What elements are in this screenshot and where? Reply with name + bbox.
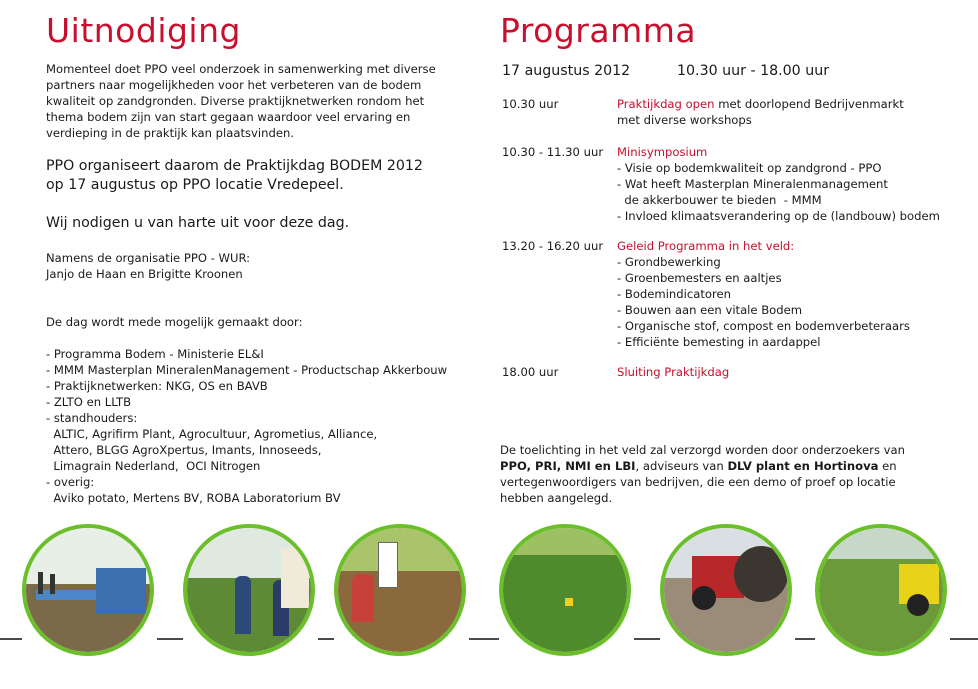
divider-line <box>950 638 978 640</box>
session-title: Praktijkdag open <box>617 97 715 111</box>
session-title: Geleid Programma in het veld: <box>617 239 795 253</box>
intro-line: Momenteel doet PPO veel onderzoek in samenwerking met diverse <box>46 62 436 76</box>
intro-line: verdieping in de praktijk kan plaatsvinden. <box>46 126 294 140</box>
list-item: - Wat heeft Masterplan Mineralenmanagement <box>617 177 888 191</box>
list-item: de akkerbouwer te bieden - MMM <box>617 193 822 207</box>
list-item: - Visie op bodemkwaliteit op zandgrond - PPO <box>617 161 882 175</box>
session-time: 18.00 uur <box>502 365 559 379</box>
footer-org: DLV plant en Hortinova <box>727 459 879 473</box>
session-title: Minisymposium <box>617 145 708 159</box>
list-item: - Groenbemesters en aaltjes <box>617 271 782 285</box>
uitnodiging-heading: Uitnodiging <box>46 11 241 50</box>
list-item: - overig: <box>46 475 95 489</box>
footer-org: PPO, PRI, NMI en LBI <box>500 459 636 473</box>
signature-line: Janjo de Haan en Brigitte Kroonen <box>46 267 243 281</box>
invite-line: Wij nodigen u van harte uit voor deze dag. <box>46 215 350 231</box>
session-text: met diverse workshops <box>617 113 752 127</box>
divider-line <box>469 638 499 640</box>
footer-text: en <box>878 459 897 473</box>
footer-line: hebben aangelegd. <box>500 491 613 505</box>
list-item: ALTIC, Agrifirm Plant, Agrocultuur, Agrometius, Alliance, <box>46 427 378 441</box>
list-item: - Bouwen aan een vitale Bodem <box>617 303 803 317</box>
session-title: Sluiting Praktijkdag <box>617 365 730 379</box>
intro-line: kwaliteit op zandgronden. Diverse praktijknetwerken rondom het <box>46 94 425 108</box>
list-item: - Praktijknetwerken: NKG, OS en BAVB <box>46 379 268 393</box>
tractor-spreader-photo <box>660 524 792 656</box>
sponsors-heading: De dag wordt mede mogelijk gemaakt door: <box>46 315 303 329</box>
intro-line: thema bodem zijn van start gegaan waardoor veel ervaring en <box>46 110 411 124</box>
list-item: - Organische stof, compost en bodemverbeteraars <box>617 319 910 333</box>
footer-text: , adviseurs van <box>635 459 728 473</box>
footer-line <box>500 458 897 474</box>
signature-line: Namens de organisatie PPO - WUR: <box>46 251 251 265</box>
field-machine-photo <box>22 524 154 656</box>
organise-line: op 17 augustus op PPO locatie Vredepeel. <box>46 177 344 193</box>
list-item: - MMM Masterplan MineralenManagement - Productschap Akkerbouw <box>46 363 448 377</box>
list-item: Attero, BLGG AgroXpertus, Imants, Innoseeds, <box>46 443 322 457</box>
organise-line: PPO organiseert daarom de Praktijkdag BODEM 2012 <box>46 158 423 174</box>
session-time: 10.30 uur <box>502 97 559 111</box>
list-item: Limagrain Nederland, OCI Nitrogen <box>46 459 261 473</box>
footer-line: vertegenwoordigers van bedrijven, die een demo of proef op locatie <box>500 475 896 489</box>
list-item: - standhouders: <box>46 411 138 425</box>
list-item: Aviko potato, Mertens BV, ROBA Laboratorium BV <box>46 491 341 505</box>
list-item: - Programma Bodem - Ministerie EL&I <box>46 347 264 361</box>
intro-line: partners naar mogelijkheden voor het verbeteren van de bodem <box>46 78 422 92</box>
session-text: met doorlopend Bedrijvenmarkt <box>714 97 904 111</box>
session-time: 13.20 - 16.20 uur <box>502 239 604 253</box>
divider-line <box>634 638 660 640</box>
list-item: - Grondbewerking <box>617 255 721 269</box>
list-item: - Efficiënte bemesting in aardappel <box>617 335 821 349</box>
divider-line <box>795 638 815 640</box>
list-item: - ZLTO en LLTB <box>46 395 132 409</box>
session-1-line <box>617 96 904 112</box>
divider-line <box>0 638 22 640</box>
list-item: - Invloed klimaatsverandering op de (landbouw) bodem <box>617 209 940 223</box>
event-hours: 10.30 uur - 18.00 uur <box>677 63 830 79</box>
programma-heading: Programma <box>500 11 697 50</box>
divider-line <box>318 638 334 640</box>
list-item: - Bodemindicatoren <box>617 287 731 301</box>
potato-field-photo <box>499 524 631 656</box>
footer-line: De toelichting in het veld zal verzorgd worden door onderzoekers van <box>500 443 905 457</box>
soil-pit-photo <box>334 524 466 656</box>
divider-line <box>157 638 183 640</box>
event-date: 17 augustus 2012 <box>502 63 631 79</box>
session-time: 10.30 - 11.30 uur <box>502 145 604 159</box>
harvester-field-photo <box>815 524 947 656</box>
people-field-photo <box>183 524 315 656</box>
